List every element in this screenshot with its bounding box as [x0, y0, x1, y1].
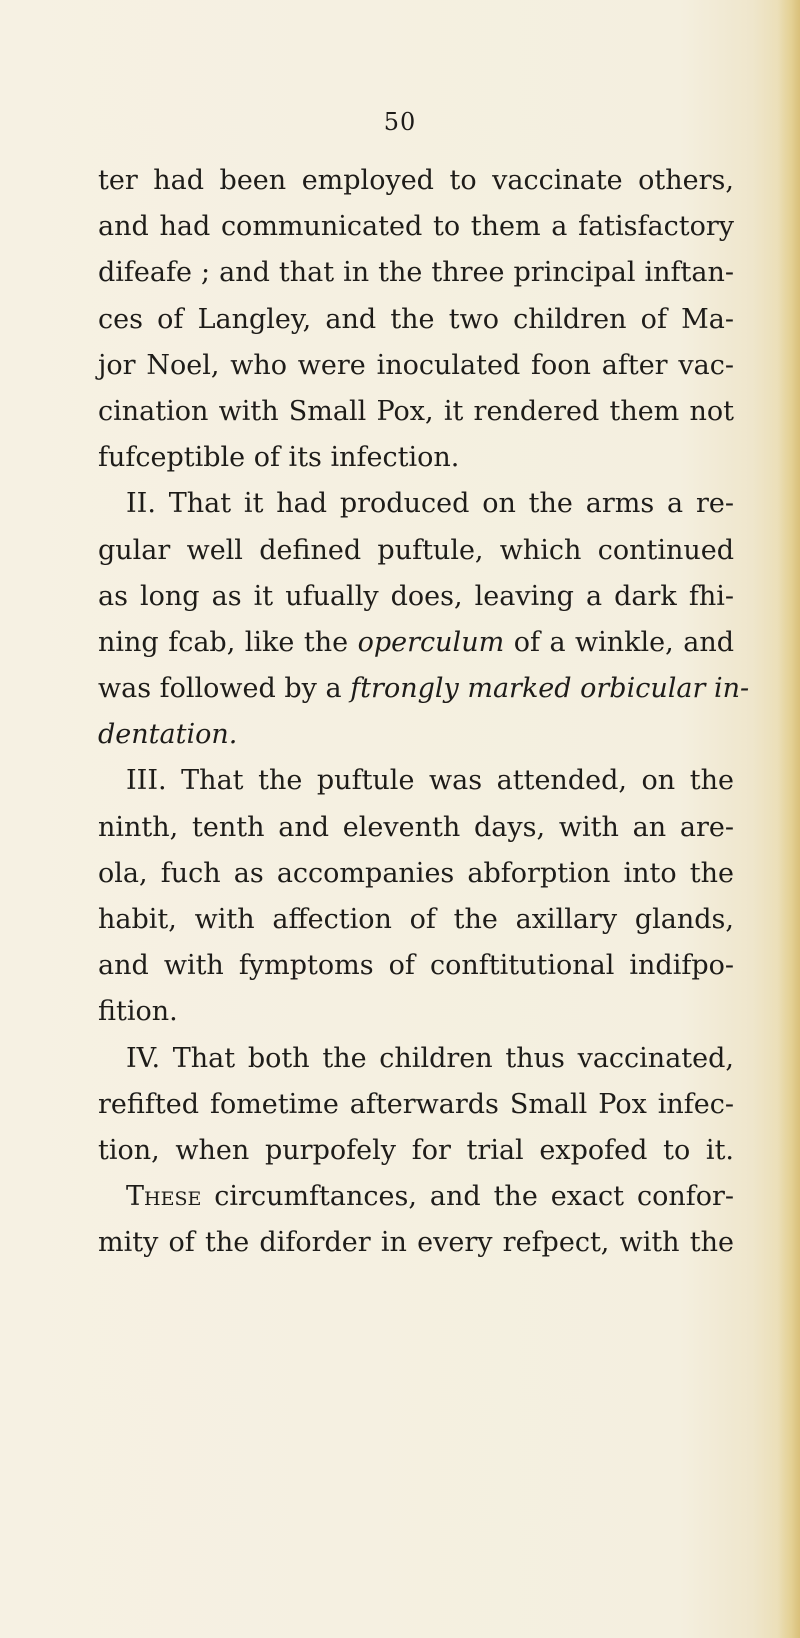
- italic-phrase: ftrongly marked orbicular in-: [350, 673, 750, 705]
- text-line: ola, fuch as accompanies abforption into the: [98, 857, 734, 889]
- text-line-mixed: [98, 1174, 734, 1220]
- text-line: habit, with affection of the axillary glands,: [98, 904, 734, 935]
- page-edge-discoloration: [778, 0, 800, 1638]
- text-line: ninth, tenth and eleventh days, with an are-: [98, 811, 734, 843]
- text-line: and with fymptoms of conftitutional indifpo-: [98, 950, 734, 982]
- text-line-italic: [98, 712, 734, 758]
- page-number: 50: [383, 108, 417, 136]
- italic-phrase: dentation.: [98, 719, 238, 751]
- body-text: [98, 158, 750, 1267]
- text-run: ning fcab, like the: [98, 626, 358, 658]
- paragraph-iii-line: III. That the puftule was attended, on the: [126, 765, 734, 797]
- italic-term: operculum: [357, 626, 505, 658]
- text-line: ces of Langley, and the two children of Ma-: [98, 303, 734, 335]
- text-run: was followed by a: [98, 673, 351, 705]
- text-line: and had communicated to them a fatisfactory: [98, 211, 734, 243]
- text-line-mixed: [98, 666, 750, 712]
- text-line: cination with Small Pox, it rendered them not: [98, 395, 734, 427]
- text-run: circumftances, and the exact confor-: [201, 1181, 734, 1213]
- text-line: difeafe ; and that in the three principal inftan-: [98, 257, 734, 289]
- text-line: tion, when purpofely for trial expofed to it.: [98, 1134, 734, 1166]
- text-line: ter had been employed to vaccinate others,: [98, 165, 734, 196]
- text-line: fition.: [98, 996, 178, 1028]
- paragraph-iv-line: IV. That both the children thus vaccinated,: [126, 1042, 734, 1074]
- small-caps-word: These: [126, 1181, 202, 1213]
- text-line: mity of the diforder in every refpect, with the: [98, 1227, 734, 1259]
- text-line: as long as it ufually does, leaving a dark fhi-: [98, 580, 734, 612]
- paragraph-ii-line: II. That it had produced on the arms a re-: [126, 488, 734, 520]
- text-line: refifted fometime afterwards Small Pox infec-: [98, 1088, 734, 1120]
- text-run: of a winkle, and: [504, 626, 735, 658]
- text-line: fufceptible of its infection.: [98, 442, 460, 474]
- text-line: gular well defined puftule, which continued: [98, 534, 734, 566]
- text-line-mixed: [98, 620, 734, 666]
- text-line: jor Noel, who were inoculated foon after vac-: [98, 349, 734, 381]
